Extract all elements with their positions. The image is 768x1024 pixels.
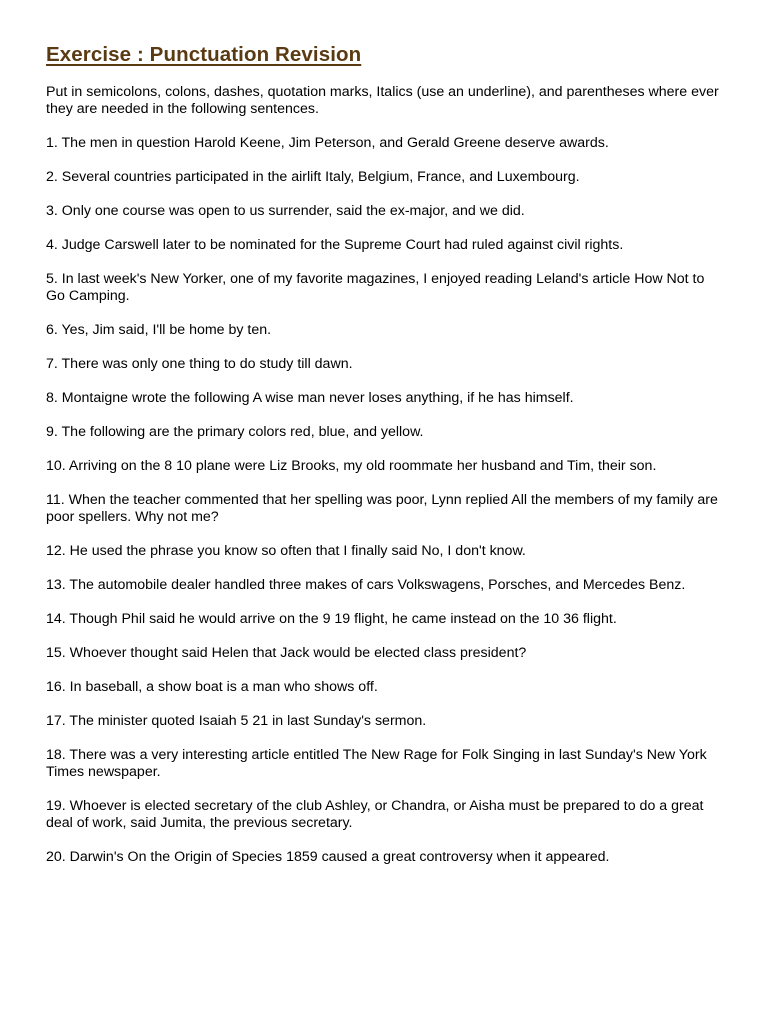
exercise-item-13: 13. The automobile dealer handled three makes of cars Volkswagens, Porsches, and Mercedes Benz. [46, 577, 686, 593]
exercise-item-8: 8. Montaigne wrote the following A wise man never loses anything, if he has himself. [46, 390, 574, 406]
exercise-item-14: 14. Though Phil said he would arrive on the 9 19 flight, he came instead on the 10 36 flight. [46, 611, 617, 627]
exercise-list [46, 135, 726, 866]
exercise-item-7: 7. There was only one thing to do study till dawn. [46, 356, 353, 372]
instructions-text: Put in semicolons, colons, dashes, quotation marks, Italics (use an underline), and parentheses where ever they are needed in the following sentences. [46, 84, 719, 117]
exercise-item-5: 5. In last week's New Yorker, one of my favorite magazines, I enjoyed reading Leland's article How Not to Go Camping. [46, 271, 705, 304]
exercise-item-10: 10. Arriving on the 8 10 plane were Liz Brooks, my old roommate her husband and Tim, their son. [46, 458, 657, 474]
exercise-item-17: 17. The minister quoted Isaiah 5 21 in last Sunday's sermon. [46, 713, 427, 729]
exercise-item-12: 12. He used the phrase you know so often that I finally said No, I don't know. [46, 543, 526, 559]
exercise-item-1: 1. The men in question Harold Keene, Jim Peterson, and Gerald Greene deserve awards. [46, 135, 609, 151]
exercise-item-4: 4. Judge Carswell later to be nominated for the Supreme Court had ruled against civil rights. [46, 237, 624, 253]
exercise-item-16: 16. In baseball, a show boat is a man who shows off. [46, 679, 378, 695]
document-page [46, 40, 726, 883]
exercise-item-19: 19. Whoever is elected secretary of the club Ashley, or Chandra, or Aisha must be prepared to do a great deal of work, said Jumita, the previous secretary. [46, 798, 704, 831]
exercise-item-6: 6. Yes, Jim said, I'll be home by ten. [46, 322, 272, 338]
exercise-item-2: 2. Several countries participated in the airlift Italy, Belgium, France, and Luxembourg. [46, 169, 580, 185]
exercise-item-11: 11. When the teacher commented that her spelling was poor, Lynn replied All the members of my family are poor spellers. Why not me? [46, 492, 718, 525]
exercise-item-18: 18. There was a very interesting article entitled The New Rage for Folk Singing in last Sunday's New York Times newspaper. [46, 747, 707, 780]
exercise-item-15: 15. Whoever thought said Helen that Jack would be elected class president? [46, 645, 527, 661]
exercise-item-9: 9. The following are the primary colors red, blue, and yellow. [46, 424, 424, 440]
exercise-item-20: 20. Darwin's On the Origin of Species 1859 caused a great controversy when it appeared. [46, 849, 610, 865]
exercise-item-3: 3. Only one course was open to us surrender, said the ex-major, and we did. [46, 203, 525, 219]
page-title: Exercise : Punctuation Revision [46, 43, 362, 66]
